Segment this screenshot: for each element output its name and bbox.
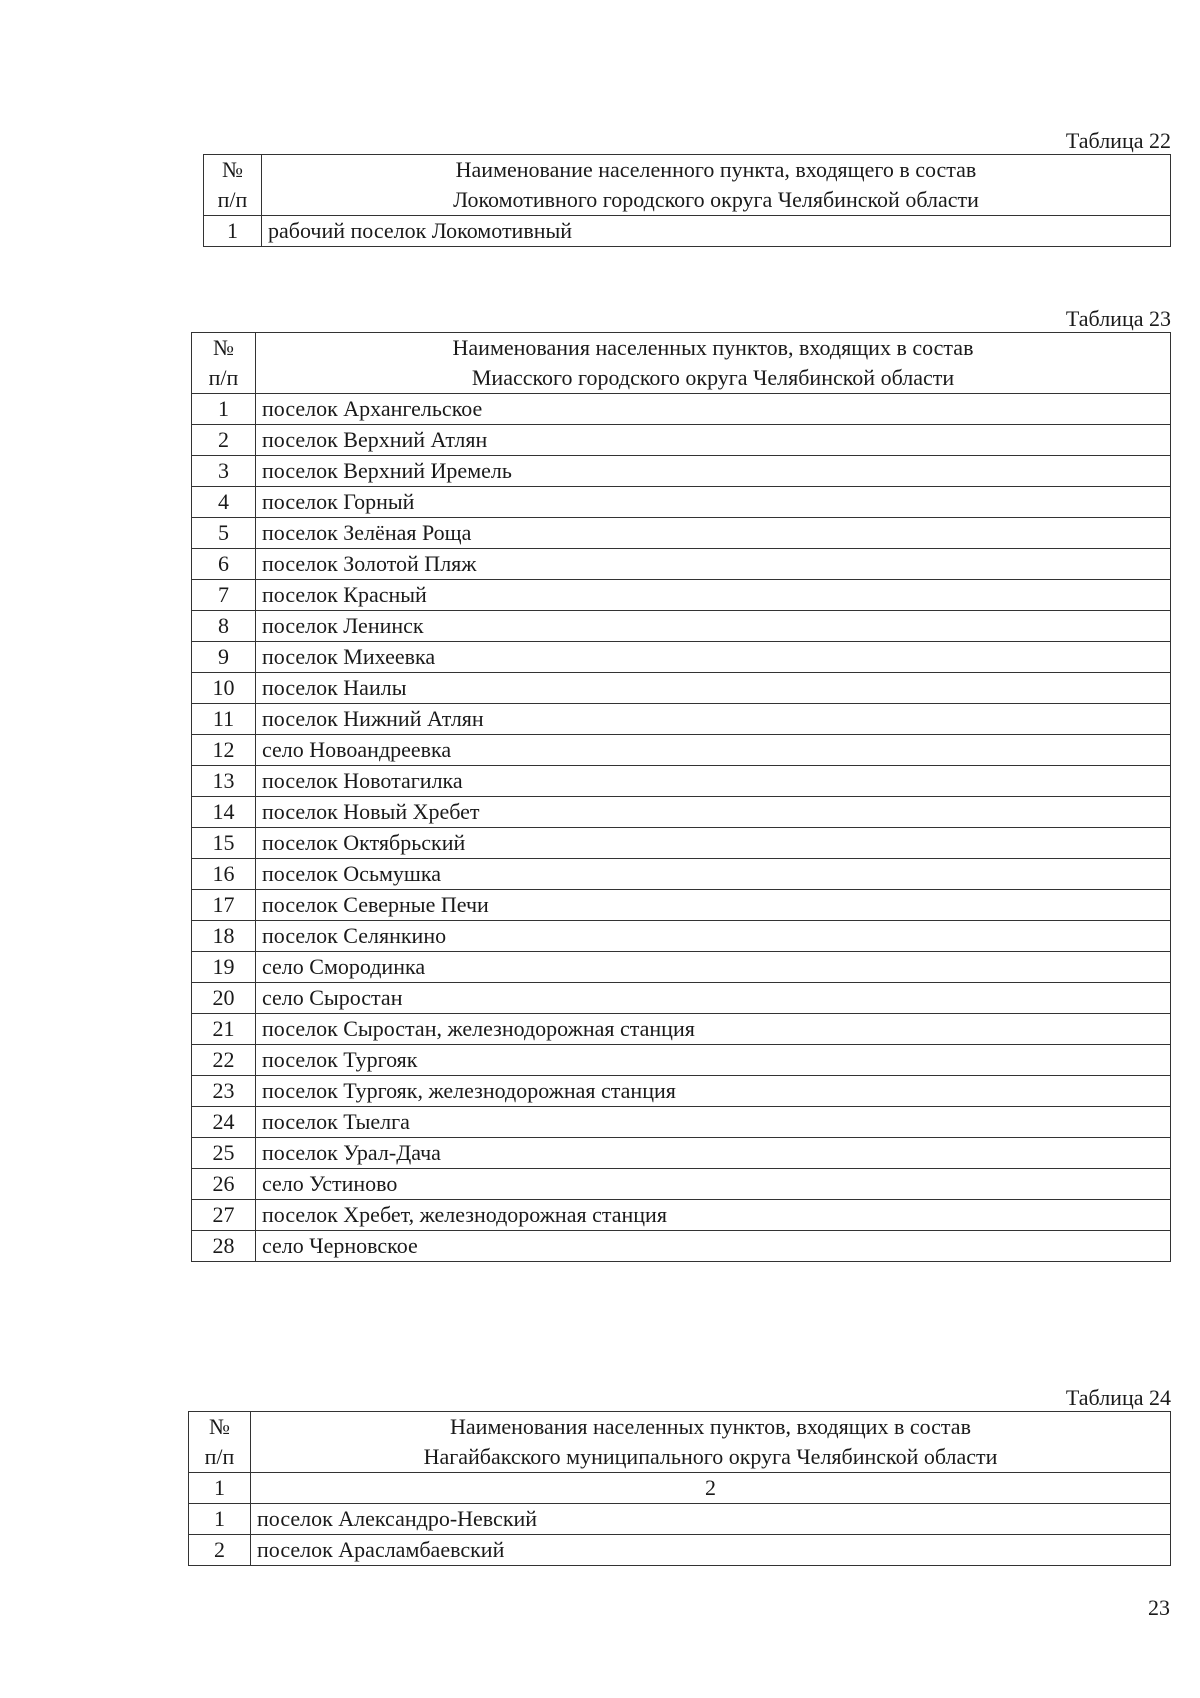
- header-num-line2: п/п: [208, 365, 239, 390]
- table-row: [192, 394, 1171, 425]
- row-number: 24: [192, 1107, 256, 1138]
- row-number: 21: [192, 1014, 256, 1045]
- row-name: поселок Ленинск: [256, 611, 1171, 642]
- table-row: [192, 673, 1171, 704]
- row-name: поселок Горный: [256, 487, 1171, 518]
- table-row: [192, 828, 1171, 859]
- row-number: 23: [192, 1076, 256, 1107]
- table-row: [192, 859, 1171, 890]
- row-number: 28: [192, 1231, 256, 1262]
- table-caption: Таблица 22: [1065, 128, 1171, 153]
- header-name-line1: Наименования населенных пунктов, входящих в состав: [452, 335, 974, 360]
- row-name: село Новоандреевка: [256, 735, 1171, 766]
- row-name: поселок Селянкино: [256, 921, 1171, 952]
- table-24: [188, 1411, 1171, 1566]
- table-header-row: [204, 155, 1171, 216]
- row-name: поселок Архангельское: [256, 394, 1171, 425]
- row-number: 14: [192, 797, 256, 828]
- row-name: поселок Осьмушка: [256, 859, 1171, 890]
- row-name: поселок Тургояк, железнодорожная станция: [256, 1076, 1171, 1107]
- row-name: поселок Золотой Пляж: [256, 549, 1171, 580]
- table-24-block: [188, 1385, 1171, 1566]
- table-row: [192, 487, 1171, 518]
- table-header-row: [192, 333, 1171, 394]
- header-name-cell: [251, 1412, 1171, 1473]
- table-row: [204, 216, 1171, 247]
- table-row: [192, 518, 1171, 549]
- row-number: 1: [192, 394, 256, 425]
- table-header-row: [189, 1412, 1171, 1473]
- table-row: [192, 735, 1171, 766]
- table-row: [192, 983, 1171, 1014]
- row-number: 8: [192, 611, 256, 642]
- row-name: поселок Михеевка: [256, 642, 1171, 673]
- row-name: поселок Нижний Атлян: [256, 704, 1171, 735]
- row-name: поселок Верхний Иремель: [256, 456, 1171, 487]
- row-name: село Устиново: [256, 1169, 1171, 1200]
- row-number: 2: [192, 425, 256, 456]
- table-row: [192, 1138, 1171, 1169]
- header-num-line2: п/п: [204, 1444, 235, 1469]
- row-name: поселок Зелёная Роща: [256, 518, 1171, 549]
- header-number-cell: [204, 155, 262, 216]
- row-number: 27: [192, 1200, 256, 1231]
- table-row: [192, 890, 1171, 921]
- table-row: [189, 1535, 1171, 1566]
- row-name: поселок Александро-Невский: [251, 1504, 1171, 1535]
- table-row: [192, 1107, 1171, 1138]
- row-name: поселок Хребет, железнодорожная станция: [256, 1200, 1171, 1231]
- row-name: село Черновское: [256, 1231, 1171, 1262]
- row-number: 9: [192, 642, 256, 673]
- row-name: поселок Тургояк: [256, 1045, 1171, 1076]
- table-row: [192, 1045, 1171, 1076]
- row-number: 1: [204, 216, 262, 247]
- header-num-line2: п/п: [217, 187, 248, 212]
- table-row: [192, 1076, 1171, 1107]
- row-number: 19: [192, 952, 256, 983]
- table-23-block: [191, 306, 1171, 1262]
- table-row: [192, 1200, 1171, 1231]
- row-number: 6: [192, 549, 256, 580]
- header-name-line2: Локомотивного городского округа Челябинской области: [453, 187, 979, 212]
- table-row: [192, 456, 1171, 487]
- row-number: 3: [192, 456, 256, 487]
- row-name: село Сыростан: [256, 983, 1171, 1014]
- header-name-line1: Наименование населенного пункта, входящего в состав: [455, 157, 977, 182]
- row-name: поселок Новый Хребет: [256, 797, 1171, 828]
- row-name: поселок Наилы: [256, 673, 1171, 704]
- row-number: 15: [192, 828, 256, 859]
- table-row: [192, 766, 1171, 797]
- table-row: [192, 704, 1171, 735]
- table-23: [191, 332, 1171, 1262]
- table-row: [192, 549, 1171, 580]
- table-row: [192, 1231, 1171, 1262]
- row-name: поселок Тыелга: [256, 1107, 1171, 1138]
- column-number-row: [189, 1473, 1171, 1504]
- table-row: [189, 1504, 1171, 1535]
- table-row: [192, 952, 1171, 983]
- header-name-line1: Наименования населенных пунктов, входящих в состав: [450, 1414, 971, 1439]
- column-number-1: 1: [189, 1473, 251, 1504]
- table-row: [192, 425, 1171, 456]
- table-row: [192, 1014, 1171, 1045]
- table-caption: Таблица 24: [1065, 1385, 1171, 1410]
- row-name: поселок Верхний Атлян: [256, 425, 1171, 456]
- row-name: поселок Северные Печи: [256, 890, 1171, 921]
- row-number: 4: [192, 487, 256, 518]
- table-row: [192, 580, 1171, 611]
- header-number-cell: [189, 1412, 251, 1473]
- header-number-cell: [192, 333, 256, 394]
- row-number: 10: [192, 673, 256, 704]
- row-number: 18: [192, 921, 256, 952]
- header-num-line1: №: [213, 335, 234, 360]
- row-name: рабочий поселок Локомотивный: [262, 216, 1171, 247]
- header-name-line2: Нагайбакского муниципального округа Челябинской области: [423, 1444, 998, 1469]
- row-number: 16: [192, 859, 256, 890]
- table-row: [192, 1169, 1171, 1200]
- row-name: поселок Октябрьский: [256, 828, 1171, 859]
- table-22: [203, 154, 1171, 247]
- row-number: 11: [192, 704, 256, 735]
- row-number: 2: [189, 1535, 251, 1566]
- row-number: 20: [192, 983, 256, 1014]
- row-name: поселок Сыростан, железнодорожная станция: [256, 1014, 1171, 1045]
- row-name: поселок Красный: [256, 580, 1171, 611]
- row-name: поселок Новотагилка: [256, 766, 1171, 797]
- row-number: 7: [192, 580, 256, 611]
- table-row: [192, 642, 1171, 673]
- header-name-cell: [262, 155, 1171, 216]
- table-caption: Таблица 23: [1065, 306, 1171, 331]
- table-row: [192, 611, 1171, 642]
- row-number: 12: [192, 735, 256, 766]
- page-number: 23: [1148, 1595, 1170, 1620]
- table-row: [192, 797, 1171, 828]
- row-name: село Смородинка: [256, 952, 1171, 983]
- table-row: [192, 921, 1171, 952]
- table-22-block: [203, 128, 1171, 247]
- header-num-line1: №: [222, 157, 243, 182]
- row-name: поселок Арасламбаевский: [251, 1535, 1171, 1566]
- row-number: 5: [192, 518, 256, 549]
- header-num-line1: №: [209, 1414, 230, 1439]
- column-number-2: 2: [251, 1473, 1171, 1504]
- row-number: 17: [192, 890, 256, 921]
- row-number: 1: [189, 1504, 251, 1535]
- header-name-cell: [256, 333, 1171, 394]
- header-name-line2: Миасского городского округа Челябинской области: [471, 365, 955, 390]
- row-number: 25: [192, 1138, 256, 1169]
- row-number: 26: [192, 1169, 256, 1200]
- row-number: 13: [192, 766, 256, 797]
- row-number: 22: [192, 1045, 256, 1076]
- row-name: поселок Урал-Дача: [256, 1138, 1171, 1169]
